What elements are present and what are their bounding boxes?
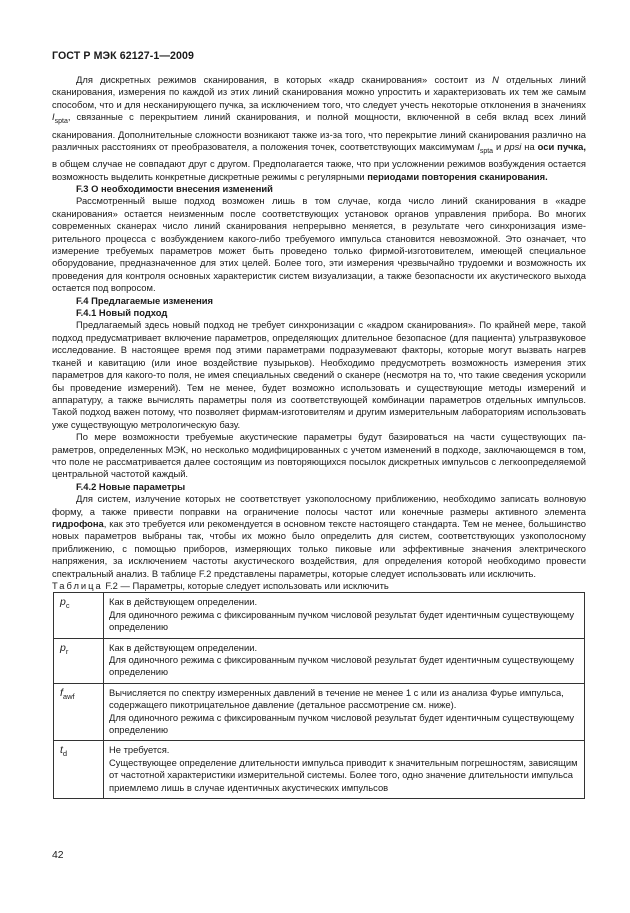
parameter-symbol: $t_d$ [54, 741, 104, 799]
description-line: Для одиночного режима с фиксированным пучком числовой результат будет идентичным существующему определению [109, 608, 575, 633]
description-line: Для одиночного режима с фиксированным пучком числовой результат будет идентичным существующему определению [109, 711, 575, 736]
description-line: Как в действующем определении. [109, 596, 258, 608]
parameter-description [104, 741, 585, 799]
table-row [54, 593, 585, 638]
section-f42-paragraph: Для систем, излучение которых не соответствует узкополосному приближению, необходимо записать волновую форму, а также привести поправки на ограничение полосы частот или конечные размеры активного элемента гидрофона, как это требуется или рекомендуется в основном тексте настоящего стандарта. Тем не менее, большинство новых параметров выбраны так, чтобы их можно было определить для систем, соответствующих узкополосному приближению, с помощью приборов, измеряющих только пиковые или эффективные значения электрического напряжения, за исключением частоты акустического воздействия, для определения которой необходимо провести спектральный анализ. В таблице F.2 представлены параметры, которые следует использовать или исключить. [52, 493, 586, 579]
section-f4-heading: F.4 Предлагаемые изменения [76, 294, 213, 306]
document-header: ГОСТ Р МЭК 62127-1—2009 [52, 50, 195, 62]
section-f41-heading: F.4.1 Новый подход [76, 307, 168, 319]
table-caption: Таблица F.2 — Параметры, которые следует использовать или исключить [52, 580, 389, 591]
description-line: Не требуется. [109, 744, 170, 756]
intro-paragraph: Для дискретных режимов сканирования, в которых «кадр сканирования» состоит из N отдельных линий сканирования, измерения по каждой из этих линий сканирования можно упростить и характеризовать их тем же самым способом, что и для несканирующего пучка, за исключением того, что следует учесть некоторые отклонения в значениях $I_{spta}$, связанные с перекрытием линий сканирования, и полной мощности, включенной в себя вклад всех линий сканирования. Дополнительные сложности возникают также из-за того, что перекрытие линий сканирования различно на различных расстояниях от преобразователя, а положения точек, соответствующих максимумам $I_{spta}$ и ppsi на оси пучка, в общем случае не совпадают друг с другом. Предполагается также, что при усложнении режимов возбуждения остается возможность выделить конкретные дискретные режимы с регулярными периодами повторения сканирования. [52, 74, 586, 182]
table-row [54, 741, 585, 799]
section-f42-heading: F.4.2 Новые параметры [76, 480, 186, 492]
document-body [52, 74, 586, 799]
table-row [54, 683, 585, 741]
parameter-description [104, 593, 585, 638]
section-f41-paragraph-2: По мере возможности требуемые акустические параметры будут базироваться на части существующих параметров, определенных МЭК, но несколько модифицированных с учетом изменений в подходе, заключающемся в том, что поле не рассматривается далее состоящим из повторяющихся посылок дискретных импульсов с легкоопределяемой центральной частотой каждый. [52, 431, 586, 480]
parameter-symbol: $p_c$ [54, 593, 104, 638]
description-line: Для одиночного режима с фиксированным пучком числовой результат будет идентичным существующему определению [109, 654, 575, 678]
section-f3-paragraph: Рассмотренный выше подход возможен лишь в том случае, когда число линий сканирования в «кадре сканирования» остается неизменным после соответствующих установок органов управления прибора. Во многих современных сканерах число линий сканирования непрерывно меняется, в результате чего синхронизация измерительного процесса с возбуждением какого-либо требуемого импульса становится невозможной. Это означает, что измерение требуемых параметров может быть проведено только фирмой-изготовителем, имеющей специальное оборудование, предназначенное для этих целей. Более того, эти измерения чрезвычайно трудоемки и возможность их проведения для контроля основных характеристик систем визуализации, а также безопасности их акустического выхода остается под вопросом. [52, 195, 586, 294]
parameter-symbol: $f_{awf}$ [54, 683, 104, 741]
page-number: 42 [52, 850, 64, 861]
table-row [54, 638, 585, 683]
parameter-description [104, 638, 585, 683]
description-line: Вычисляется по спектру измеренных давлений в течение не менее 1 с или из анализа Фурье импульса, содержащего пикотрицательное давление (детальное рассмотрение см. ниже). [109, 686, 564, 711]
section-f3-heading: F.3 О необходимости внесения изменений [76, 183, 273, 194]
description-line: Существующее определение длительности импульса приводит к значительным погрешностям, зависящим от частотной характеристики измерительной системы. Более того, одно значение длительности импульса приемлемо лишь в случае идентичных акустических импульсов [109, 756, 578, 793]
description-line: Как в действующем определении. [109, 641, 258, 653]
parameter-description [104, 683, 585, 741]
parameters-table [53, 592, 585, 799]
section-f41-paragraph-1: Предлагаемый здесь новый подход не требует синхронизации с «кадром сканирования». По крайней мере, такой подход предусматривает включение параметров, определяющих длительное безопасное (для пациента) ультразвуковое исследование. В настоящее время под этими параметрами подразумевают факторы, которые могут вызвать нагрев тканей и кавитацию (или иное воздействие пузырьков). Необходимо предусмотреть возможность измерения этих параметров для какого-то поля, не имея специальных сведений о сканере (несмотря на то, что такие сведения ускорили бы проведение измерений). Тем не менее, будет возможно использовать и существующие методы измерений и аппаратуру, а также вычислять параметры поля из соответствующей комбинации параметров отдельных импульсов. Такой подход важен потому, что позволяет фирмам-изготовителям и другим измерительным лабораториям использовать уже существующую метрологическую базу. [52, 319, 586, 430]
parameter-symbol: $p_r$ [54, 638, 104, 683]
